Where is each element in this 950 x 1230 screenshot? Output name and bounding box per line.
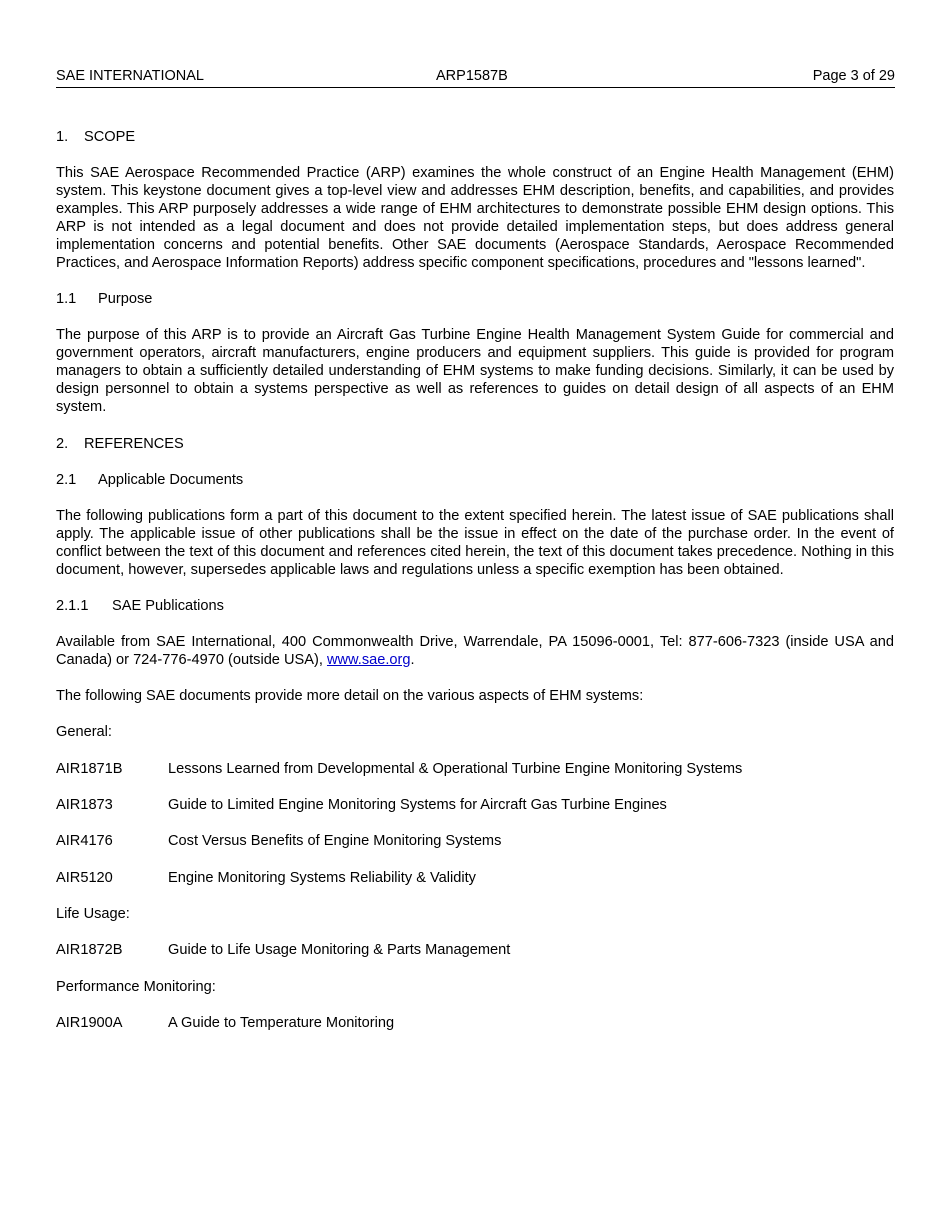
header-org: SAE INTERNATIONAL	[56, 68, 204, 84]
group-label-performance-monitoring: Performance Monitoring:	[56, 978, 216, 995]
page-header	[56, 67, 895, 88]
reference-title: A Guide to Temperature Monitoring	[168, 1014, 395, 1031]
section-scope-heading	[56, 128, 894, 146]
section-purpose-heading	[56, 290, 894, 308]
header-doc-number: ARP1587B	[436, 68, 508, 84]
section-number: 2.1.1	[56, 597, 89, 614]
section-number: 1.1	[56, 291, 77, 308]
purpose-paragraph: The purpose of this ARP is to provide an Aircraft Gas Turbine Engine Health Management System Guide for commercial and government operators, aircraft manufacturers, engine producers and equipment suppliers. This guide is provided for program managers to obtain a sufficiently detailed understanding of EHM systems to make funding decisions. Similarly, it can be used by design personnel to obtain a systems perspective as well as references to guides on detail design of all aspects of an EHM system.	[56, 327, 894, 416]
reference-row	[56, 760, 894, 778]
section-sae-publications-heading	[56, 597, 894, 615]
reference-row	[56, 832, 894, 850]
section-number: 2.1	[56, 471, 77, 488]
section-title: SCOPE	[84, 129, 136, 145]
reference-row	[56, 796, 894, 814]
reference-title: Guide to Limited Engine Monitoring Systems for Aircraft Gas Turbine Engines	[168, 797, 667, 814]
group-label-life-usage: Life Usage:	[56, 905, 130, 922]
reference-id: AIR5120	[56, 869, 113, 886]
reference-title: Guide to Life Usage Monitoring & Parts Management	[168, 942, 511, 959]
reference-id: AIR4176	[56, 833, 113, 850]
sae-documents-intro: The following SAE documents provide more detail on the various aspects of EHM systems:	[56, 688, 644, 705]
sae-availability-paragraph	[56, 633, 894, 669]
reference-row	[56, 941, 894, 959]
reference-row	[56, 869, 894, 887]
reference-id: AIR1872B	[56, 942, 123, 959]
section-title: Applicable Documents	[98, 471, 244, 488]
section-number: 2.	[56, 435, 69, 452]
section-references-heading	[56, 435, 894, 453]
sae-website-link[interactable]: www.sae.org	[326, 651, 411, 668]
reference-id: AIR1871B	[56, 760, 123, 777]
reference-title: Cost Versus Benefits of Engine Monitoring Systems	[168, 833, 502, 850]
reference-title: Lessons Learned from Developmental & Operational Turbine Engine Monitoring Systems	[168, 760, 743, 777]
availability-end: .	[410, 651, 415, 668]
section-title: SAE Publications	[112, 597, 224, 614]
group-label-general: General:	[56, 724, 112, 741]
reference-id: AIR1900A	[56, 1014, 123, 1031]
section-applicable-documents-heading	[56, 471, 894, 489]
page-content	[56, 128, 894, 1050]
section-title: REFERENCES	[84, 435, 184, 452]
availability-text: Available from SAE International, 400 Commonwealth Drive, Warrendale, PA 15096-0001, Tel: 877-606-7323 (inside USA and Canada) or 724-776-4970 (outside USA),	[56, 633, 894, 668]
reference-id: AIR1873	[56, 797, 113, 814]
reference-title: Engine Monitoring Systems Reliability & Validity	[168, 869, 476, 886]
reference-row	[56, 1014, 894, 1032]
section-title: Purpose	[98, 291, 153, 308]
applicable-documents-paragraph: The following publications form a part of this document to the extent specified herein. The latest issue of SAE publications shall apply. The applicable issue of other publications shall be the issue in effect on the date of the purchase order. In the event of conflict between the text of this document and references cited herein, the text of this document takes precedence. Nothing in this document, however, supersedes applicable laws and regulations unless a specific exemption has been obtained.	[56, 507, 894, 578]
scope-paragraph: This SAE Aerospace Recommended Practice (ARP) examines the whole construct of an Engine Health Management (EHM) system. This keystone document gives a top-level view and addresses EHM description, benefits, and capabilities, and provides examples. This ARP purposely addresses a wide range of EHM architectures to demonstrate possible EHM design options. This ARP is not intended as a legal document and does not provide detailed implementation steps, but does address general implementation concerns and potential benefits. Other SAE documents (Aerospace Standards, Aerospace Recommended Practices, and Aerospace Information Reports) address specific component specifications, procedures and "lessons learned".	[56, 165, 894, 271]
section-number: 1.	[56, 129, 69, 145]
header-page-number: Page 3 of 29	[812, 68, 895, 84]
